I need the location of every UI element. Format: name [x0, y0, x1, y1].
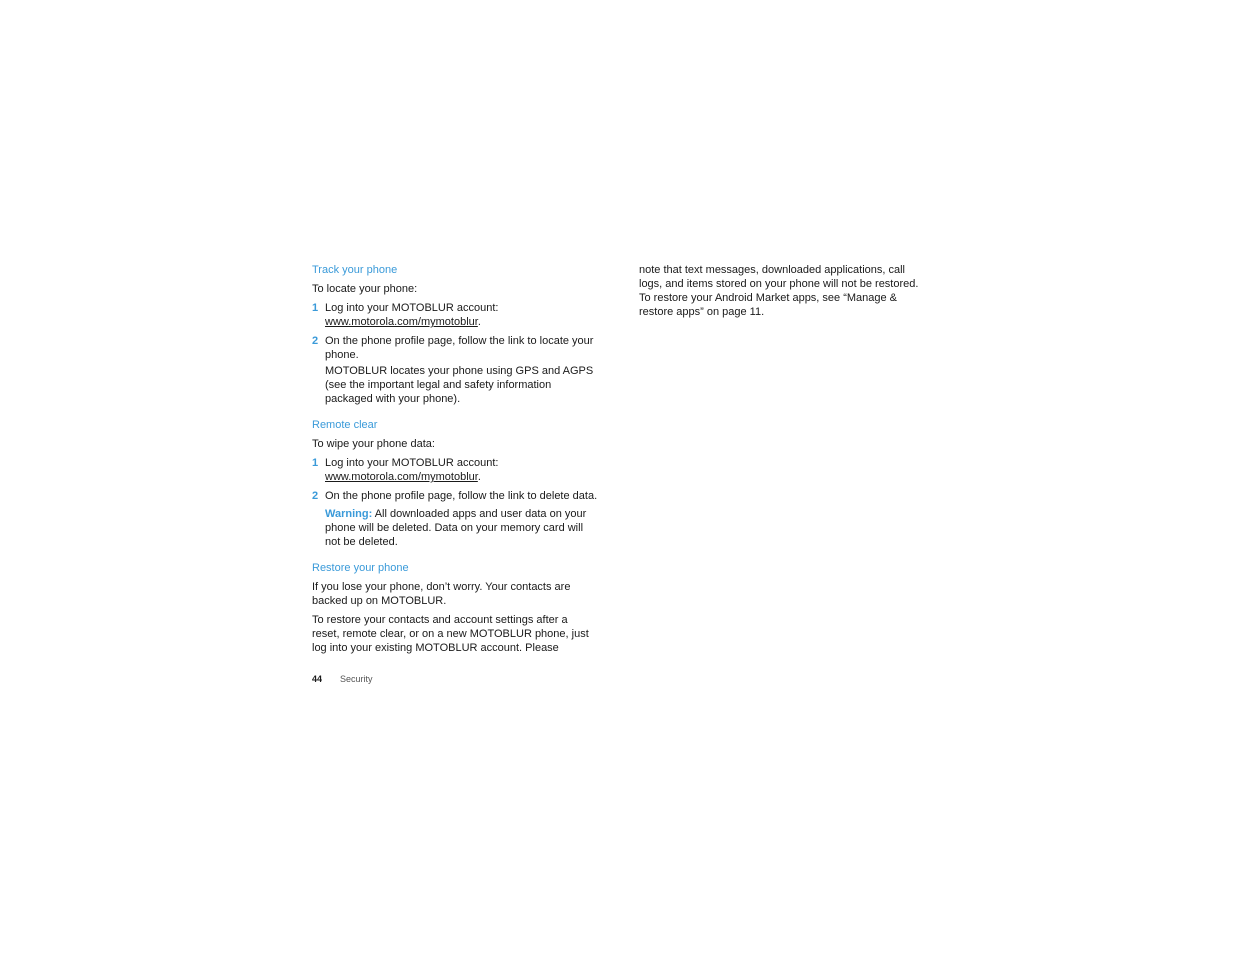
remote-warning: [312, 507, 598, 549]
track-intro: To locate your phone:: [312, 283, 418, 295]
warning-label: Warning:: [325, 508, 373, 520]
page-number: 44: [312, 674, 323, 684]
restore-para-3: note that text messages, downloaded applications, call logs, and items stored on your phone will not be restored. To restore your Android Market apps, see “Manage & restore apps” on page 11.: [639, 264, 919, 318]
page-footer: [312, 673, 373, 685]
restore-heading: Restore your phone: [312, 562, 409, 574]
track-step-1: [312, 301, 598, 329]
step-text: Log into your MOTOBLUR account:: [325, 302, 499, 314]
restore-para-1: If you lose your phone, don’t worry. Your contacts are backed up on MOTOBLUR.: [312, 581, 571, 607]
remote-steps: [312, 456, 598, 503]
track-note: MOTOBLUR locates your phone using GPS and AGPS (see the important legal and safety information packaged with your phone).: [325, 365, 594, 405]
left-column: [312, 262, 598, 660]
motoblur-link[interactable]: www.motorola.com/mymotoblur: [325, 471, 478, 483]
footer-section: Security: [340, 674, 373, 684]
step-text: Log into your MOTOBLUR account:: [325, 457, 499, 469]
track-step-2: [312, 334, 598, 362]
motoblur-link[interactable]: www.motorola.com/mymotoblur: [325, 316, 478, 328]
step-text: On the phone profile page, follow the link to locate your phone.: [325, 335, 594, 361]
step-end: .: [477, 316, 481, 328]
right-column: [639, 262, 929, 324]
track-steps: [312, 301, 598, 362]
step-number: 1: [312, 302, 319, 314]
warning-text: All downloaded apps and user data on your phone will be deleted. Data on your memory card will not be deleted.: [325, 508, 587, 548]
step-number: 2: [312, 335, 319, 347]
remote-heading: Remote clear: [312, 419, 378, 431]
track-heading: Track your phone: [312, 264, 398, 276]
step-text: On the phone profile page, follow the link to delete data.: [325, 490, 598, 502]
restore-para-2: To restore your contacts and account settings after a reset, remote clear, or on a new MOTOBLUR phone, just log into your existing MOTOBLUR account. Please: [312, 614, 589, 654]
remote-intro: To wipe your phone data:: [312, 438, 435, 450]
remote-step-2: [312, 489, 598, 503]
step-number: 1: [312, 457, 319, 469]
step-end: .: [477, 471, 481, 483]
remote-step-1: [312, 456, 598, 484]
step-number: 2: [312, 490, 319, 502]
